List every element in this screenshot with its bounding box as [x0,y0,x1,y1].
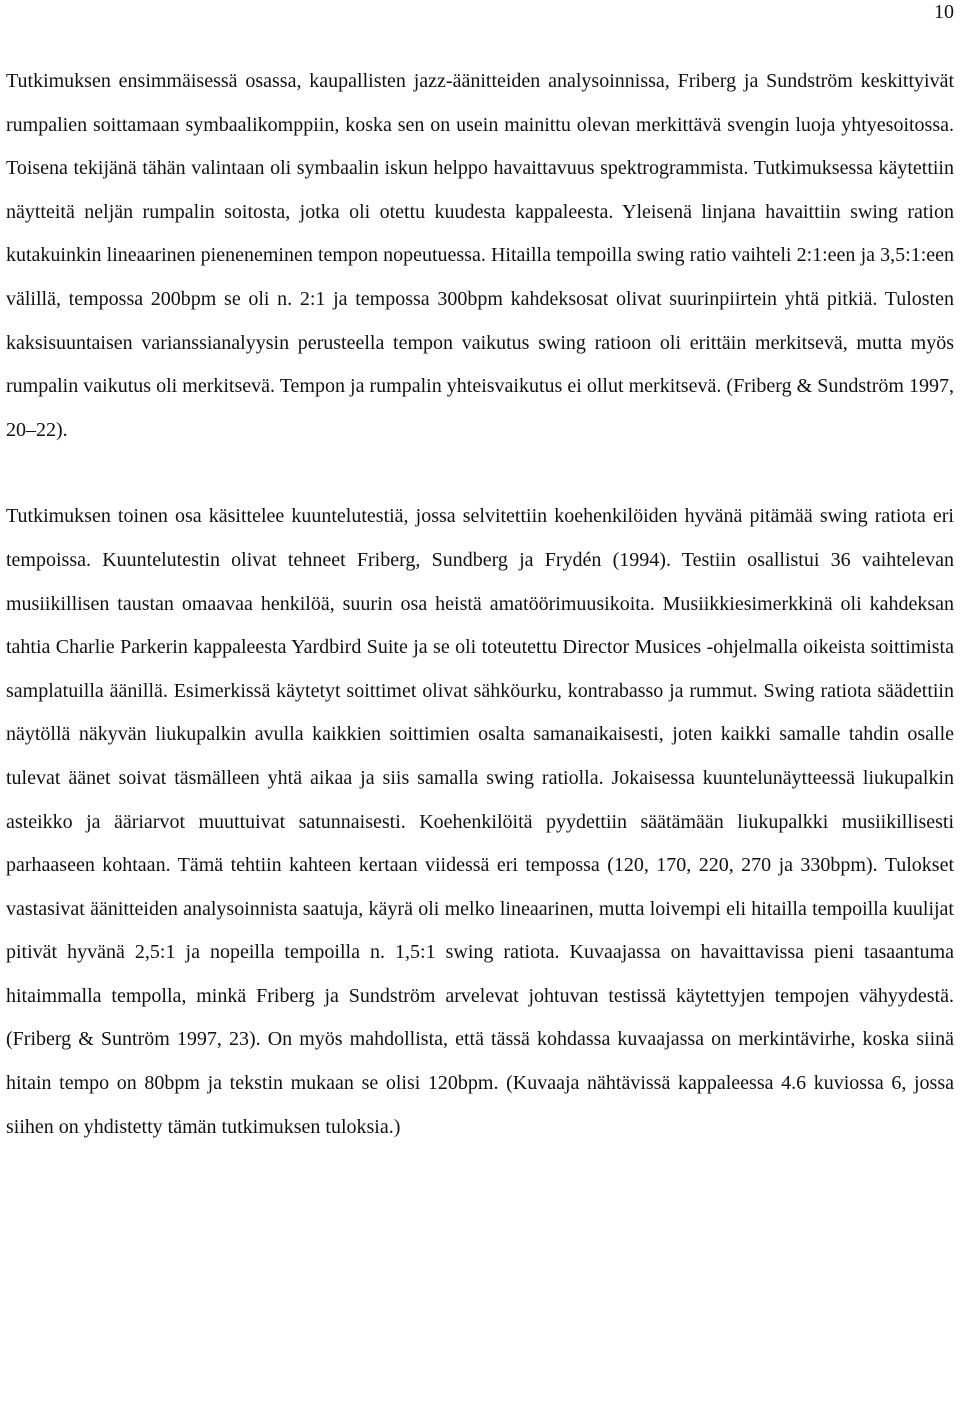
document-body [6,60,954,1149]
page-number: 10 [934,1,954,23]
paragraph-1: Tutkimuksen ensimmäisessä osassa, kaupallisten jazz-äänitteiden analysoinnissa, Friberg ja Sundström keskittyivät rumpalien soittamaan symbaalikomppiin, koska sen on usein mainittu olevan merkittävä svengin luoja yhtyesoitossa. Toisena tekijänä tähän valintaan oli symbaalin iskun helppo havaittavuus spektrogrammista. Tutkimuksessa käytettiin näytteitä neljän rumpalin soitosta, jotka oli otettu kuudesta kappaleesta. Yleisenä linjana havaittiin swing ration kutakuinkin lineaarinen pieneneminen tempon nopeutuessa. Hitailla tempoilla swing ratio vaihteli 2:1:een ja 3,5:1:een välillä, tempossa 200bpm se oli n. 2:1 ja tempossa 300bpm kahdeksosat olivat suurinpiirtein yhtä pitkiä. Tulosten kaksisuuntaisen varianssianalyysin perusteella tempon vaikutus swing ratioon oli erittäin merkitsevä, mutta myös rumpalin vaikutus oli merkitsevä. Tempon ja rumpalin yhteisvaikutus ei ollut merkitsevä. (Friberg & Sundström 1997, 20–22). [6,70,954,441]
paragraph-2: Tutkimuksen toinen osa käsittelee kuuntelutestiä, jossa selvitettiin koehenkilöiden hyvänä pitämää swing ratiota eri tempoissa. Kuuntelutestin olivat tehneet Friberg, Sundberg ja Frydén (1994). Testiin osallistui 36 vaihtelevan musiikillisen taustan omaavaa henkilöä, suurin osa heistä amatöörimuusikoita. Musiikkiesimerkkinä oli kahdeksan tahtia Charlie Parkerin kappaleesta Yardbird Suite ja se oli toteutettu Director Musices -ohjelmalla oikeista soittimista samplatuilla äänillä. Esimerkissä käytetyt soittimet olivat sähköurku, kontrabasso ja rummut. Swing ratiota säädettiin näytöllä näkyvän liukupalkin avulla kaikkien soittimien osalta samanaikaisesti, joten kaikki samalle tahdin osalle tulevat äänet soivat täsmälleen yhtä aikaa ja siis samalla swing ratiolla. Jokaisessa kuuntelunäytteessä liukupalkin asteikko ja ääriarvot muuttuivat satunnaisesti. Koehenkilöitä pyydettiin säätämään liukupalkki musiikillisesti parhaaseen kohtaan. Tämä tehtiin kahteen kertaan viidessä eri tempossa (120, 170, 220, 270 ja 330bpm). Tulokset vastasivat äänitteiden analysoinnista saatuja, käyrä oli melko lineaarinen, mutta loivempi eli hitailla tempoilla kuulijat pitivät hyvänä 2,5:1 ja nopeilla tempoilla n. 1,5:1 swing ratiota. Kuvaajassa on havaittavissa pieni tasaantuma hitaimmalla tempolla, minkä Friberg ja Sundström arvelevat johtuvan testissä käytettyjen tempojen vähyydestä. (Friberg & Suntröm 1997, 23). On myös mahdollista, että tässä kohdassa kuvaajassa on merkintävirhe, koska siinä hitain tempo on 80bpm ja tekstin mukaan se olisi 120bpm. (Kuvaaja nähtävissä kappaleessa 4.6 kuviossa 6, jossa siihen on yhdistetty tämän tutkimuksen tuloksia.) [6,505,954,1138]
